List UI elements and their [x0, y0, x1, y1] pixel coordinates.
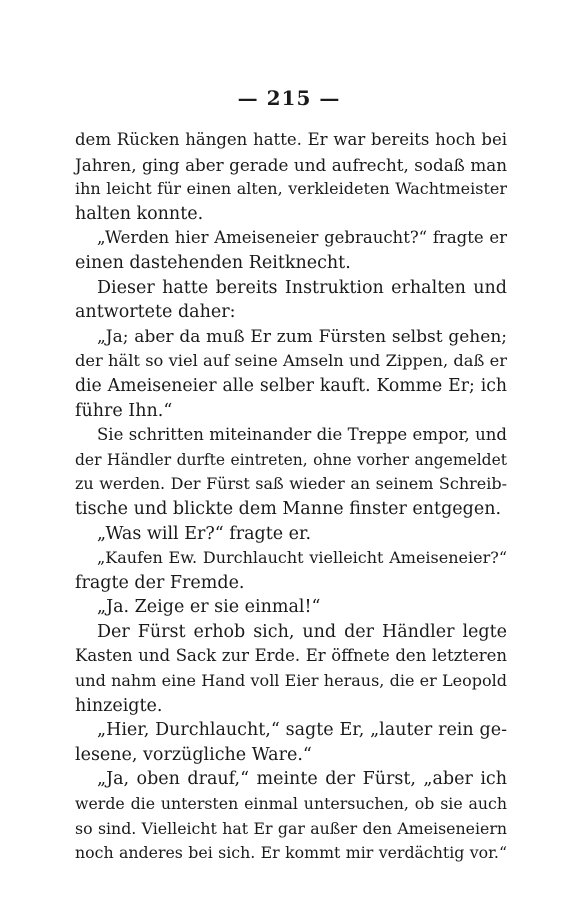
text-line: zu werden. Der Fürst saß wieder an seinem Schreib- — [75, 474, 507, 494]
text-line: „Ja. Zeige er sie einmal!“ — [97, 597, 321, 618]
text-line: tische und blickte dem Manne finster entgegen. — [75, 498, 502, 519]
text-line: einen dastehenden Reitknecht. — [75, 252, 351, 273]
text-line: „Werden hier Ameiseneier gebraucht?“ fragte er — [97, 228, 507, 248]
text-line: lesene, vorzügliche Ware.“ — [75, 744, 312, 765]
text-line: Der Fürst erhob sich, und der Händler legte — [97, 621, 507, 642]
text-line: hinzeigte. — [75, 695, 163, 716]
text-line: der hält so viel auf seine Amseln und Zippen, daß er — [75, 351, 507, 371]
page-number: — 215 — — [237, 86, 341, 110]
text-line: „Kaufen Ew. Durchlaucht vielleicht Ameiseneier?“ — [97, 548, 507, 568]
text-line: so sind. Vielleicht hat Er gar außer den Ameiseneiern — [75, 818, 507, 838]
text-line: Sie schritten miteinander die Treppe empor, und — [97, 425, 507, 445]
text-line: „Was will Er?“ fragte er. — [97, 523, 312, 544]
text-line: dem Rücken hängen hatte. Er war bereits hoch bei — [75, 130, 507, 149]
text-line: halten konnte. — [75, 203, 204, 224]
text-line: „Hier, Durchlaucht,“ sagte Er, „lauter rein ge- — [97, 720, 507, 741]
body-text — [75, 128, 507, 866]
text-line: Kasten und Sack zur Erde. Er öffnete den letzteren — [75, 646, 507, 666]
text-line: werde die untersten einmal untersuchen, ob sie auch — [75, 794, 507, 814]
text-line: antwortete daher: — [75, 302, 236, 323]
text-line: der Händler durfte eintreten, ohne vorher angemeldet — [75, 450, 507, 469]
text-line: „Ja; aber da muß Er zum Fürsten selbst gehen; — [97, 326, 507, 347]
text-line: ihn leicht für einen alten, verkleideten Wachtmeister — [75, 179, 507, 199]
text-line: die Ameiseneier alle selber kauft. Komme Er; ich — [75, 375, 507, 396]
text-line: „Ja, oben drauf,“ meinte der Fürst, „aber ich — [97, 769, 507, 790]
text-line: und nahm eine Hand voll Eier heraus, die er Leopold — [75, 671, 507, 691]
text-line: fragte der Fremde. — [75, 572, 245, 593]
text-line: Jahren, ging aber gerade und aufrecht, sodaß man — [75, 154, 507, 175]
text-line: führe Ihn.“ — [75, 400, 173, 421]
text-line: noch anderes bei sich. Er kommt mir verdächtig vor.“ — [75, 843, 507, 863]
text-line: Dieser hatte bereits Instruktion erhalten und — [97, 277, 507, 298]
